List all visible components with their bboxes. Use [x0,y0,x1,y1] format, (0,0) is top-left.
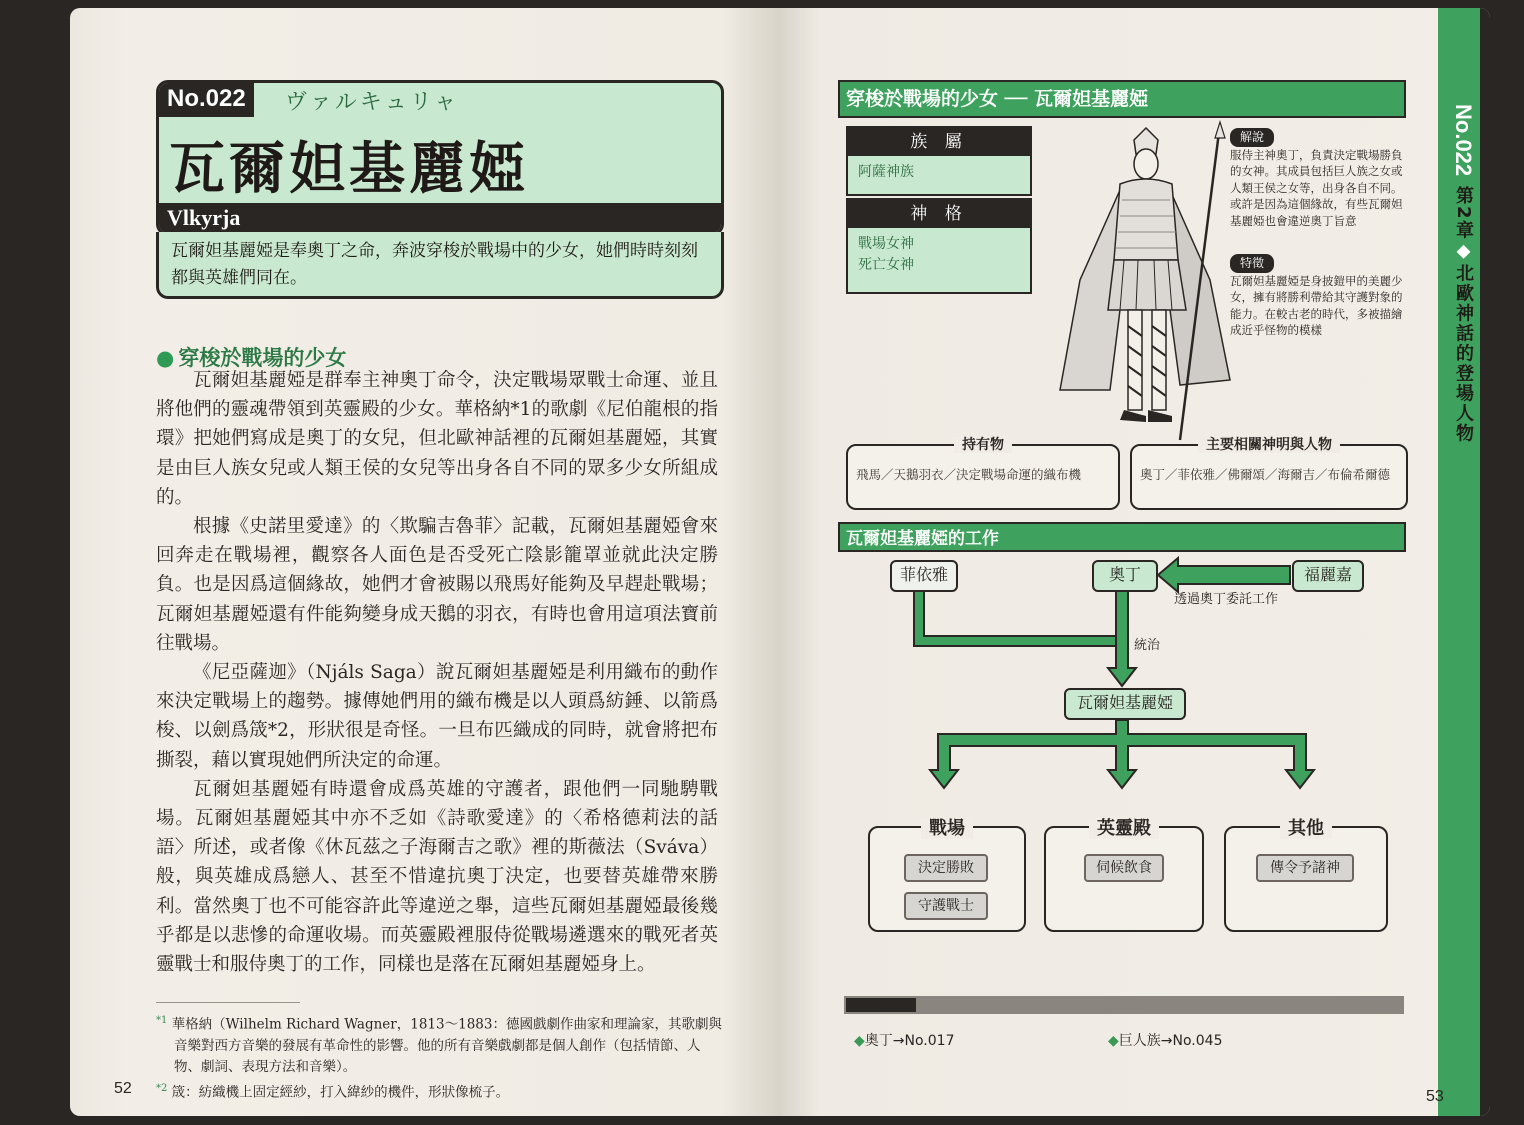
possessions-value: 飛馬／天鵝羽衣／決定戰場命運的織布機 [856,467,1082,482]
related-value: 奧丁／菲依雅／佛爾頌／海爾吉／布倫希爾德 [1140,467,1391,482]
reference-label [846,998,916,1012]
tribe-label: 族 屬 [848,128,1030,156]
explanation-note [1230,128,1410,229]
side-entry-number: No.022 [1451,104,1476,177]
task-chip: 伺候飲食 [1084,854,1164,882]
section-heading: ● 穿梭於戰場的少女 [156,346,347,370]
possessions-label: 持有物 [848,434,1118,454]
dest-label: 其他 [1226,814,1386,840]
related-box [1130,437,1408,510]
dest-valhalla [1044,818,1204,932]
footnotes [156,1010,722,1103]
diamond-icon: ◆ [1108,1033,1119,1049]
task-chip: 傳令予諸神 [1256,854,1354,882]
node-valkyrie: 瓦爾妲基麗婭 [1064,688,1186,720]
footnote: $^{*1}$ 華格納（Wilhelm Richard Wagner，1813～1883：德國戲劇作曲家和理論家，其歌劇與音樂對西方音樂的發展有革命性的影響。他的所有音樂戲劇都是個人創作（包括情節、人物、劇詞、表現方法和音樂）。 [156,1015,722,1075]
summary-box [156,232,724,299]
deity-label: 神 格 [848,200,1030,228]
dest-label: 英靈殿 [1046,814,1202,840]
possessions-box [846,437,1120,510]
tribe-value: 阿薩神族 [858,164,914,180]
paragraph: 瓦爾妲基麗婭是群奉主神奧丁命令，決定戰場眾戰士命運、並且將他們的靈魂帶領到英靈殿的少女。華格納*1的歌劇《尼伯龍根的指環》把她們寫成是奧丁的女兒，但北歐神話裡的瓦爾妲基麗婭，其實是由巨人族女兒或人類王侯的女兒等出身各自不同的眾多少女所組成的。 [156,370,718,508]
deity-box [846,198,1032,294]
page-title: 瓦爾妲基麗婭 [169,136,529,202]
katakana-title: ヴァルキュリャ [285,90,460,115]
romanized-bar [159,203,721,235]
bullet-icon: ● [156,346,175,370]
ref-giants: ◆巨人族→No.045 [1108,1033,1223,1049]
side-chapter: 第2章◆北歐神話的登場人物 [1453,186,1474,444]
footnote-divider [156,1002,300,1003]
explanation-label: 解說 [1230,128,1274,147]
via-odin-label: 透過奧丁委託工作 [1174,592,1279,607]
page-number: 53 [1426,1088,1444,1105]
tribe-box [846,126,1032,196]
task-chip: 守護戰士 [904,892,988,920]
body-text [156,366,718,979]
entry-number: No.022 [159,83,254,117]
feature-text: 瓦爾妲基麗婭是身披鎧甲的美麗少女，擁有將勝利帶給其守護對象的能力。在較古老的時代，多被描繪成近乎怪物的模樣 [1230,273,1403,337]
work-header: 瓦爾妲基麗婭的工作 [846,529,999,549]
footnote: $^{*2}$ 筬：紡織機上固定經紗，打入緯紗的機件，形狀像梳子。 [156,1082,510,1100]
dest-other [1224,818,1388,932]
govern-label: 統治 [1134,638,1161,653]
related-label: 主要相關神明與人物 [1132,434,1406,454]
romanized-title: Vlkyrja [167,205,241,230]
summary-text: 瓦爾妲基麗婭是奉奧丁之命，奔波穿梭於戰場中的少女，她們時時刻刻都與英雄們同在。 [171,241,698,288]
diamond-icon: ◆ [854,1033,865,1049]
ref-odin: ◆奧丁→No.017 [854,1033,955,1049]
diamond-icon: ◆ [1453,240,1474,264]
dest-label: 戰場 [870,814,1024,840]
page-number: 52 [114,1080,132,1097]
node-frigg: 福麗嘉 [1292,560,1364,592]
feature-label: 特徵 [1230,254,1274,273]
right-page [778,8,1490,1116]
node-odin: 奧丁 [1092,560,1158,592]
paragraph: 根據《史諾里愛達》的〈欺騙吉魯菲〉記載，瓦爾妲基麗婭會來回奔走在戰場裡，觀察各人面色是否受死亡陰影籠罩並就此決定勝負。也是因爲這個緣故，她們才會被賜以飛馬好能夠及早趕赴戰場；瓦爾妲基麗婭還有件能夠變身成天鵝的羽衣，有時也會用這項法寶前往戰場。 [156,516,718,654]
left-page [70,8,778,1116]
header-title: 穿梭於戰場的少女 ── 瓦爾妲基麗婭 [846,88,1149,110]
dest-battlefield [868,818,1026,932]
task-chip: 決定勝敗 [904,854,988,882]
node-freyja: 菲依雅 [890,560,958,592]
valkyrie-illustration [1050,120,1250,450]
feature-note [1230,254,1410,339]
paragraph: 瓦爾妲基麗婭有時還會成爲英雄的守護者，跟他們一同馳騁戰場。瓦爾妲基麗婭其中亦不乏如《詩歌愛達》的〈希格德莉法的話語〉所述，或者像《休瓦茲之子海爾吉之歌》裡的斯薇法（Sváva）般，與英雄成爲戀人、甚至不惜違抗奧丁決定，也要替英雄帶來勝利。當然奧丁也不可能容許此等違逆之舉，這些瓦爾妲基麗婭最後幾乎都是以悲慘的命運收場。而英靈殿裡服侍從戰場遴選來的戰死者英靈戰士和服侍奧丁的工作，同樣也是落在瓦爾妲基麗婭身上。 [156,778,718,976]
paragraph: 《尼亞薩迦》（Njáls Saga）說瓦爾妲基麗婭是利用織布的動作來決定戰場上的趨勢。據傳她們用的織布機是以人頭爲紡錘、以箭爲梭、以劍爲筬*2，形狀很是奇怪。一旦布匹織成的同時，就會將把布撕裂，藉以實現她們所決定的命運。 [156,662,718,771]
explanation-text: 服侍主神奧丁，負責決定戰場勝負的女神。其成員包括巨人族之女或人類王侯之女等，出身各自不同。或許是因為這個緣故，有些瓦爾妲基麗婭也會違逆奧丁旨意 [1230,147,1403,228]
deity-values: 戰場女神 死亡女神 [858,236,914,273]
reference-bar [844,996,1404,1014]
title-box [156,80,724,236]
